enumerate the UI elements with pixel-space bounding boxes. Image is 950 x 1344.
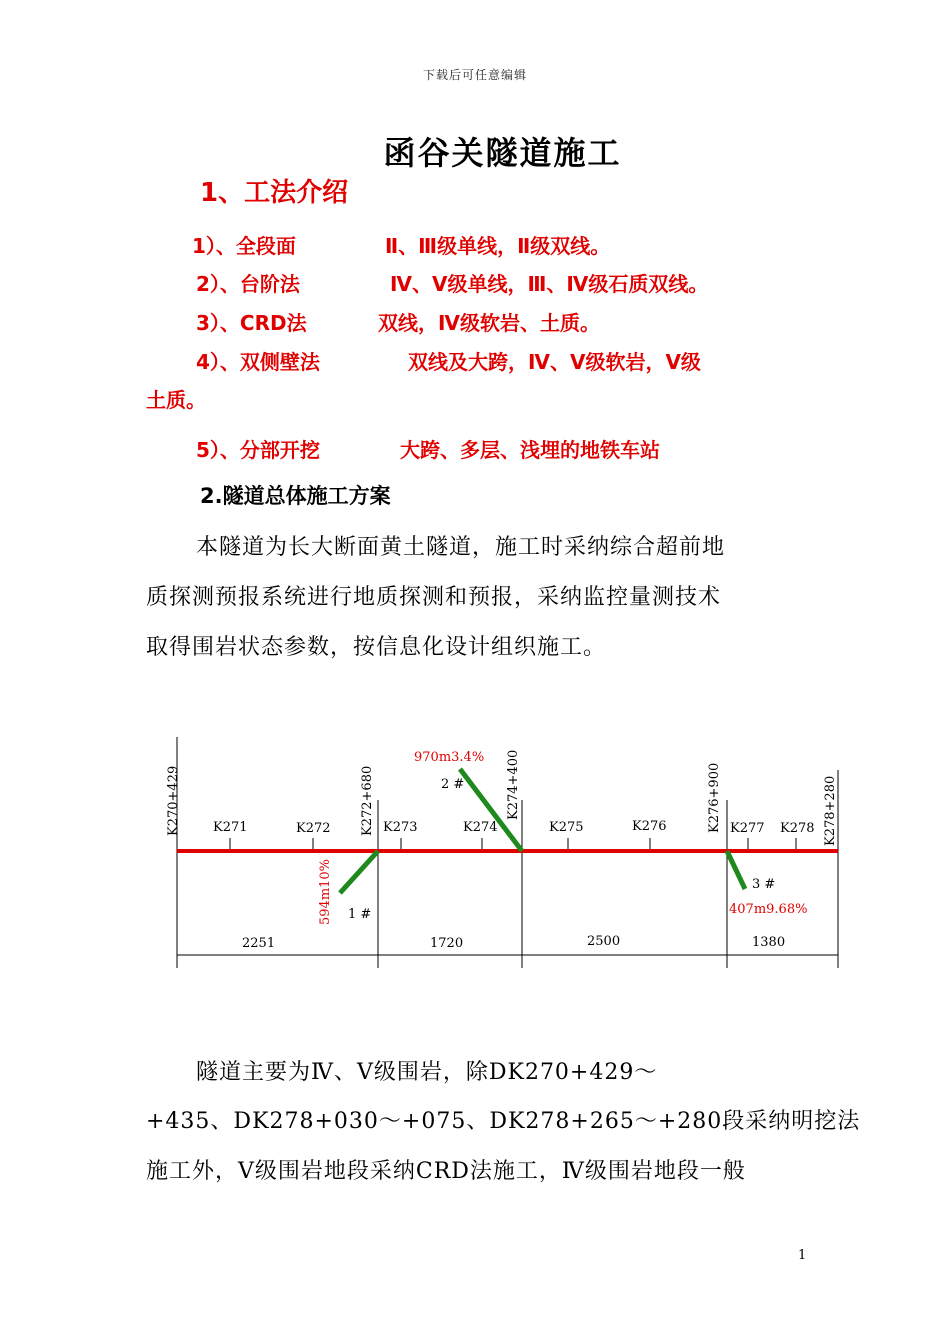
segment-length-2: 1720 [430,936,464,951]
method-label-5: 5）、分部开挖 [196,438,320,462]
shaft-1-line [340,851,378,893]
segment-length-4: 1380 [752,935,786,950]
plan-para-line-2: 质探测预报系统进行地质探测和预报，采纳监控量测技术 [146,585,722,610]
shaft-3-line [727,851,745,889]
km-label-k272: K272 [296,821,331,836]
method-label-4: 4）、双侧壁法 [196,350,320,374]
segment-length-1: 2251 [242,936,276,951]
plan-para-line-1: 本隧道为长大断面黄土隧道，施工时采纳综合超前地 [196,535,726,560]
section-heading-plan: 2.隧道总体施工方案 [200,484,391,508]
km-label-k271: K271 [213,820,248,835]
page-header-note: 下载后可任意编辑 [422,68,527,82]
method-desc-1: Ⅱ、Ⅲ级单线，Ⅱ级双线。 [385,234,611,258]
method-label-1: 1）、全段面 [192,234,296,258]
segment-length-3: 2500 [587,934,621,949]
body-line-2: +435、DK278+030～+075、DK278+265～+280段采纳明挖法 [146,1109,861,1134]
body-line-3: 施工外，Ⅴ级围岩地段采纳CRD法施工，Ⅳ级围岩地段一般 [146,1159,746,1184]
method-desc-2: Ⅳ、Ⅴ级单线，Ⅲ、Ⅳ级石质双线。 [390,272,709,296]
km-label-k276: K276 [632,819,667,834]
shaft-1-info: 594m10% [318,858,333,925]
boundary-label-0: K270+429 [166,765,181,836]
km-label-k278: K278 [780,821,815,836]
method-label-2: 2）、台阶法 [196,272,300,296]
shaft-2-id: 2 # [441,777,465,792]
section-heading-methods: 1、工法介绍 [200,178,349,208]
km-label-k275: K275 [549,820,584,835]
page-number: 1 [798,1248,807,1263]
boundary-label-2: K274+400 [506,749,521,820]
shaft-3-info: 407m9.68% [729,902,808,917]
method-desc-5: 大跨、多层、浅埋的地铁车站 [400,438,660,462]
km-label-k277: K277 [730,821,765,836]
body-line-1: 隧道主要为Ⅳ、Ⅴ级围岩，除DK270+429～ [196,1060,658,1085]
km-label-k274: K274 [463,820,498,835]
boundary-label-1: K272+680 [360,765,375,836]
shaft-1-id: 1 # [348,907,372,922]
km-label-k273: K273 [383,820,418,835]
boundary-label-3: K276+900 [707,762,722,833]
plan-para-line-3: 取得围岩状态参数，按信息化设计组织施工。 [146,635,607,660]
method-desc-4: 双线及大跨，Ⅳ、Ⅴ级软岩，Ⅴ级 [408,350,701,374]
shaft-3-id: 3 # [752,877,776,892]
page-title: 函谷关隧道施工 [383,134,622,172]
boundary-label-4: K278+280 [823,775,838,846]
method-label-3: 3）、CRD法 [196,311,307,335]
shaft-2-info: 970m3.4% [414,750,485,765]
method-desc-3: 双线，Ⅳ级软岩、土质。 [378,311,600,335]
method-desc-4-cont: 土质。 [146,388,206,412]
